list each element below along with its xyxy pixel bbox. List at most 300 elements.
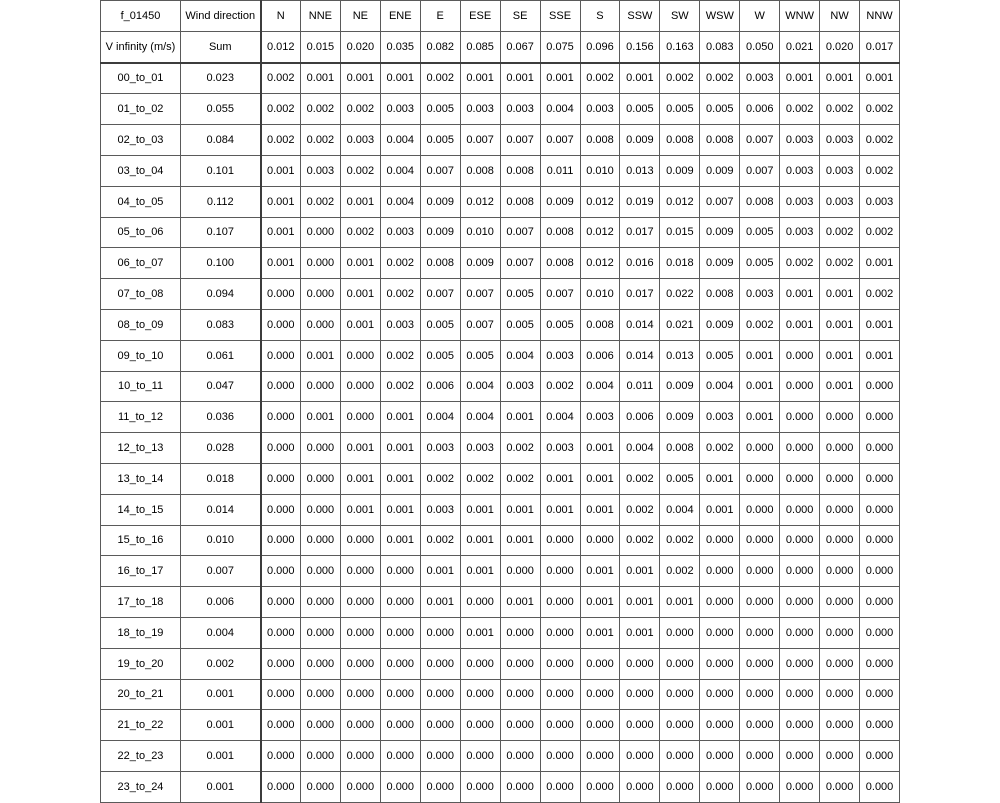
frequency-cell: 0.000 <box>300 525 340 556</box>
frequency-cell: 0.000 <box>700 617 740 648</box>
speed-bin-sum: 0.083 <box>181 309 261 340</box>
direction-header-wnw: WNW <box>780 1 820 32</box>
speed-bin-label: 04_to_05 <box>101 186 181 217</box>
frequency-cell: 0.004 <box>460 371 500 402</box>
direction-header-sw: SW <box>660 1 700 32</box>
frequency-cell: 0.000 <box>860 617 900 648</box>
direction-header-s: S <box>580 1 620 32</box>
speed-bin-label: 06_to_07 <box>101 248 181 279</box>
frequency-cell: 0.001 <box>340 433 380 464</box>
frequency-cell: 0.000 <box>261 525 301 556</box>
frequency-cell: 0.001 <box>460 617 500 648</box>
frequency-cell: 0.000 <box>740 433 780 464</box>
frequency-cell: 0.000 <box>780 679 820 710</box>
direction-header-ese: ESE <box>460 1 500 32</box>
frequency-cell: 0.002 <box>420 463 460 494</box>
table-row <box>101 433 900 464</box>
frequency-cell: 0.000 <box>420 771 460 802</box>
frequency-cell: 0.000 <box>420 679 460 710</box>
frequency-cell: 0.002 <box>420 63 460 94</box>
frequency-cell: 0.000 <box>261 433 301 464</box>
frequency-cell: 0.000 <box>540 679 580 710</box>
frequency-cell: 0.000 <box>340 587 380 618</box>
frequency-cell: 0.000 <box>860 587 900 618</box>
speed-bin-label: 23_to_24 <box>101 771 181 802</box>
frequency-cell: 0.000 <box>300 309 340 340</box>
frequency-cell: 0.001 <box>780 63 820 94</box>
frequency-cell: 0.009 <box>460 248 500 279</box>
direction-header-wsw: WSW <box>700 1 740 32</box>
frequency-cell: 0.008 <box>700 125 740 156</box>
frequency-cell: 0.001 <box>740 402 780 433</box>
frequency-cell: 0.002 <box>340 94 380 125</box>
speed-bin-label: 13_to_14 <box>101 463 181 494</box>
frequency-cell: 0.013 <box>660 340 700 371</box>
frequency-cell: 0.003 <box>580 94 620 125</box>
frequency-cell: 0.008 <box>580 309 620 340</box>
table-row <box>101 94 900 125</box>
frequency-cell: 0.001 <box>500 494 540 525</box>
frequency-cell: 0.000 <box>380 617 420 648</box>
frequency-cell: 0.009 <box>540 186 580 217</box>
frequency-cell: 0.000 <box>820 741 860 772</box>
speed-bin-sum: 0.055 <box>181 94 261 125</box>
direction-sum-cell: 0.075 <box>540 31 580 62</box>
frequency-cell: 0.008 <box>540 248 580 279</box>
direction-header-w: W <box>740 1 780 32</box>
frequency-cell: 0.004 <box>540 94 580 125</box>
frequency-cell: 0.000 <box>860 679 900 710</box>
frequency-cell: 0.009 <box>700 217 740 248</box>
frequency-cell: 0.000 <box>340 648 380 679</box>
frequency-cell: 0.000 <box>300 248 340 279</box>
frequency-cell: 0.001 <box>340 248 380 279</box>
speed-bin-sum: 0.004 <box>181 617 261 648</box>
frequency-cell: 0.005 <box>740 217 780 248</box>
frequency-cell: 0.004 <box>700 371 740 402</box>
frequency-cell: 0.001 <box>380 525 420 556</box>
frequency-cell: 0.003 <box>380 94 420 125</box>
frequency-cell: 0.000 <box>500 556 540 587</box>
frequency-cell: 0.001 <box>500 587 540 618</box>
direction-header-n: N <box>261 1 301 32</box>
frequency-cell: 0.000 <box>580 679 620 710</box>
frequency-cell: 0.000 <box>460 741 500 772</box>
frequency-cell: 0.003 <box>500 94 540 125</box>
frequency-cell: 0.003 <box>860 186 900 217</box>
frequency-cell: 0.005 <box>420 94 460 125</box>
frequency-cell: 0.001 <box>820 371 860 402</box>
frequency-cell: 0.001 <box>500 402 540 433</box>
frequency-cell: 0.000 <box>540 710 580 741</box>
frequency-cell: 0.002 <box>700 63 740 94</box>
frequency-cell: 0.000 <box>580 648 620 679</box>
frequency-cell: 0.012 <box>580 186 620 217</box>
frequency-cell: 0.000 <box>780 710 820 741</box>
frequency-cell: 0.000 <box>580 525 620 556</box>
direction-header-se: SE <box>500 1 540 32</box>
frequency-cell: 0.000 <box>300 556 340 587</box>
speed-bin-label: 19_to_20 <box>101 648 181 679</box>
frequency-cell: 0.000 <box>340 556 380 587</box>
frequency-cell: 0.014 <box>620 309 660 340</box>
frequency-cell: 0.001 <box>580 617 620 648</box>
frequency-cell: 0.007 <box>420 279 460 310</box>
frequency-cell: 0.000 <box>780 556 820 587</box>
table-row <box>101 771 900 802</box>
direction-header-nnw: NNW <box>860 1 900 32</box>
speed-bin-label: 07_to_08 <box>101 279 181 310</box>
frequency-cell: 0.000 <box>780 648 820 679</box>
frequency-cell: 0.000 <box>261 309 301 340</box>
direction-header-nne: NNE <box>300 1 340 32</box>
speed-bin-sum: 0.061 <box>181 340 261 371</box>
direction-sum-cell: 0.085 <box>460 31 500 62</box>
frequency-cell: 0.000 <box>261 556 301 587</box>
frequency-cell: 0.008 <box>500 186 540 217</box>
frequency-cell: 0.003 <box>380 217 420 248</box>
speed-bin-label: 02_to_03 <box>101 125 181 156</box>
frequency-cell: 0.000 <box>460 710 500 741</box>
direction-sum-cell: 0.012 <box>261 31 301 62</box>
frequency-cell: 0.000 <box>460 679 500 710</box>
frequency-cell: 0.008 <box>540 217 580 248</box>
frequency-cell: 0.000 <box>380 587 420 618</box>
frequency-cell: 0.000 <box>860 371 900 402</box>
frequency-cell: 0.000 <box>780 587 820 618</box>
frequency-cell: 0.005 <box>500 309 540 340</box>
frequency-cell: 0.001 <box>700 494 740 525</box>
frequency-cell: 0.004 <box>660 494 700 525</box>
frequency-cell: 0.000 <box>740 463 780 494</box>
frequency-cell: 0.001 <box>300 402 340 433</box>
frequency-cell: 0.000 <box>340 617 380 648</box>
frequency-cell: 0.010 <box>460 217 500 248</box>
speed-bin-label: 10_to_11 <box>101 371 181 402</box>
frequency-cell: 0.000 <box>300 679 340 710</box>
frequency-cell: 0.001 <box>780 309 820 340</box>
table-row <box>101 248 900 279</box>
frequency-cell: 0.006 <box>580 340 620 371</box>
frequency-cell: 0.003 <box>700 402 740 433</box>
frequency-cell: 0.007 <box>540 279 580 310</box>
speed-bin-sum: 0.001 <box>181 771 261 802</box>
frequency-cell: 0.007 <box>500 125 540 156</box>
frequency-cell: 0.000 <box>300 494 340 525</box>
speed-bin-sum: 0.036 <box>181 402 261 433</box>
direction-sum-cell: 0.015 <box>300 31 340 62</box>
frequency-cell: 0.001 <box>860 309 900 340</box>
speed-bin-label: 03_to_04 <box>101 155 181 186</box>
frequency-cell: 0.008 <box>700 279 740 310</box>
speed-bin-sum: 0.028 <box>181 433 261 464</box>
frequency-cell: 0.008 <box>420 248 460 279</box>
frequency-cell: 0.001 <box>300 63 340 94</box>
frequency-cell: 0.000 <box>700 741 740 772</box>
frequency-cell: 0.000 <box>500 679 540 710</box>
speed-bin-sum: 0.007 <box>181 556 261 587</box>
frequency-cell: 0.000 <box>780 771 820 802</box>
frequency-cell: 0.009 <box>700 309 740 340</box>
frequency-cell: 0.001 <box>580 587 620 618</box>
frequency-cell: 0.001 <box>261 217 301 248</box>
frequency-cell: 0.005 <box>660 94 700 125</box>
frequency-cell: 0.000 <box>820 402 860 433</box>
frequency-cell: 0.000 <box>660 710 700 741</box>
frequency-cell: 0.009 <box>660 155 700 186</box>
frequency-cell: 0.000 <box>420 617 460 648</box>
frequency-cell: 0.003 <box>820 186 860 217</box>
frequency-cell: 0.003 <box>820 155 860 186</box>
speed-bin-label: 22_to_23 <box>101 741 181 772</box>
frequency-cell: 0.000 <box>780 463 820 494</box>
frequency-cell: 0.002 <box>740 309 780 340</box>
direction-sum-cell: 0.035 <box>380 31 420 62</box>
frequency-cell: 0.001 <box>340 463 380 494</box>
frequency-cell: 0.001 <box>780 279 820 310</box>
frequency-cell: 0.000 <box>300 217 340 248</box>
frequency-cell: 0.003 <box>540 340 580 371</box>
frequency-cell: 0.002 <box>261 94 301 125</box>
direction-header-sse: SSE <box>540 1 580 32</box>
frequency-cell: 0.001 <box>340 309 380 340</box>
frequency-cell: 0.000 <box>540 587 580 618</box>
frequency-cell: 0.002 <box>620 463 660 494</box>
frequency-cell: 0.010 <box>580 155 620 186</box>
frequency-cell: 0.007 <box>420 155 460 186</box>
frequency-cell: 0.012 <box>580 248 620 279</box>
frequency-cell: 0.000 <box>860 494 900 525</box>
frequency-cell: 0.000 <box>580 771 620 802</box>
frequency-cell: 0.000 <box>780 525 820 556</box>
frequency-cell: 0.000 <box>300 741 340 772</box>
frequency-cell: 0.000 <box>261 617 301 648</box>
frequency-cell: 0.012 <box>460 186 500 217</box>
table-row <box>101 186 900 217</box>
frequency-cell: 0.000 <box>860 402 900 433</box>
frequency-cell: 0.001 <box>580 556 620 587</box>
frequency-cell: 0.007 <box>500 217 540 248</box>
frequency-cell: 0.000 <box>620 771 660 802</box>
frequency-cell: 0.001 <box>740 340 780 371</box>
frequency-cell: 0.000 <box>261 679 301 710</box>
speed-bin-label: 00_to_01 <box>101 63 181 94</box>
frequency-cell: 0.004 <box>380 125 420 156</box>
frequency-cell: 0.002 <box>420 525 460 556</box>
frequency-cell: 0.003 <box>420 433 460 464</box>
frequency-cell: 0.000 <box>820 587 860 618</box>
frequency-cell: 0.005 <box>620 94 660 125</box>
frequency-cell: 0.002 <box>660 525 700 556</box>
frequency-cell: 0.000 <box>820 710 860 741</box>
direction-header-ne: NE <box>340 1 380 32</box>
frequency-cell: 0.003 <box>780 186 820 217</box>
table-row <box>101 525 900 556</box>
speed-bin-sum: 0.001 <box>181 741 261 772</box>
frequency-cell: 0.002 <box>820 217 860 248</box>
frequency-cell: 0.002 <box>540 371 580 402</box>
frequency-cell: 0.002 <box>580 63 620 94</box>
frequency-cell: 0.000 <box>700 679 740 710</box>
frequency-cell: 0.001 <box>380 402 420 433</box>
speed-bin-sum: 0.047 <box>181 371 261 402</box>
direction-header-cell: Wind direction <box>181 1 261 32</box>
frequency-cell: 0.000 <box>340 710 380 741</box>
direction-header-ene: ENE <box>380 1 420 32</box>
table-row <box>101 587 900 618</box>
frequency-cell: 0.014 <box>620 340 660 371</box>
frequency-cell: 0.002 <box>460 463 500 494</box>
frequency-cell: 0.001 <box>540 63 580 94</box>
frequency-cell: 0.001 <box>261 155 301 186</box>
frequency-cell: 0.000 <box>261 494 301 525</box>
frequency-cell: 0.000 <box>820 771 860 802</box>
speed-bin-label: 01_to_02 <box>101 94 181 125</box>
frequency-cell: 0.001 <box>460 525 500 556</box>
frequency-cell: 0.000 <box>500 741 540 772</box>
frequency-cell: 0.001 <box>820 279 860 310</box>
direction-header-e: E <box>420 1 460 32</box>
speed-bin-label: 08_to_09 <box>101 309 181 340</box>
speed-bin-sum: 0.084 <box>181 125 261 156</box>
frequency-cell: 0.001 <box>820 309 860 340</box>
frequency-cell: 0.000 <box>660 679 700 710</box>
frequency-cell: 0.009 <box>420 186 460 217</box>
frequency-cell: 0.003 <box>740 63 780 94</box>
frequency-cell: 0.000 <box>500 648 540 679</box>
frequency-cell: 0.000 <box>740 494 780 525</box>
frequency-cell: 0.001 <box>540 463 580 494</box>
speed-bin-label: 15_to_16 <box>101 525 181 556</box>
frequency-cell: 0.012 <box>660 186 700 217</box>
frequency-cell: 0.000 <box>340 525 380 556</box>
frequency-cell: 0.000 <box>700 556 740 587</box>
frequency-cell: 0.001 <box>460 63 500 94</box>
speed-bin-sum: 0.112 <box>181 186 261 217</box>
frequency-cell: 0.013 <box>620 155 660 186</box>
table-row <box>101 340 900 371</box>
frequency-cell: 0.000 <box>261 710 301 741</box>
speed-bin-label: 17_to_18 <box>101 587 181 618</box>
frequency-cell: 0.004 <box>380 155 420 186</box>
frequency-cell: 0.000 <box>700 587 740 618</box>
direction-sum-cell: 0.020 <box>340 31 380 62</box>
frequency-cell: 0.008 <box>660 433 700 464</box>
frequency-cell: 0.002 <box>820 94 860 125</box>
frequency-cell: 0.001 <box>860 248 900 279</box>
frequency-cell: 0.001 <box>620 587 660 618</box>
table-row <box>101 556 900 587</box>
frequency-cell: 0.004 <box>420 402 460 433</box>
table-row <box>101 125 900 156</box>
table-row <box>101 155 900 186</box>
frequency-cell: 0.000 <box>860 433 900 464</box>
frequency-cell: 0.002 <box>380 279 420 310</box>
frequency-cell: 0.004 <box>460 402 500 433</box>
speed-bin-sum: 0.094 <box>181 279 261 310</box>
frequency-cell: 0.001 <box>340 494 380 525</box>
table-row <box>101 463 900 494</box>
direction-sum-cell: 0.096 <box>580 31 620 62</box>
speed-bin-label: 20_to_21 <box>101 679 181 710</box>
frequency-cell: 0.012 <box>580 217 620 248</box>
frequency-cell: 0.000 <box>540 617 580 648</box>
frequency-cell: 0.000 <box>420 710 460 741</box>
table-row <box>101 494 900 525</box>
frequency-cell: 0.000 <box>540 741 580 772</box>
frequency-cell: 0.000 <box>820 525 860 556</box>
frequency-cell: 0.001 <box>380 433 420 464</box>
frequency-cell: 0.001 <box>460 556 500 587</box>
frequency-cell: 0.000 <box>740 741 780 772</box>
frequency-cell: 0.017 <box>620 217 660 248</box>
frequency-cell: 0.005 <box>420 125 460 156</box>
frequency-cell: 0.004 <box>580 371 620 402</box>
frequency-cell: 0.003 <box>540 433 580 464</box>
frequency-cell: 0.000 <box>820 433 860 464</box>
frequency-cell: 0.003 <box>300 155 340 186</box>
frequency-cell: 0.001 <box>340 186 380 217</box>
frequency-cell: 0.009 <box>620 125 660 156</box>
frequency-cell: 0.000 <box>700 648 740 679</box>
frequency-cell: 0.004 <box>500 340 540 371</box>
frequency-cell: 0.000 <box>540 525 580 556</box>
speed-bin-sum: 0.018 <box>181 463 261 494</box>
frequency-cell: 0.000 <box>340 741 380 772</box>
frequency-cell: 0.005 <box>420 309 460 340</box>
speed-bin-label: 21_to_22 <box>101 710 181 741</box>
frequency-cell: 0.005 <box>540 309 580 340</box>
frequency-cell: 0.000 <box>380 556 420 587</box>
frequency-cell: 0.018 <box>660 248 700 279</box>
frequency-cell: 0.001 <box>580 463 620 494</box>
speed-bin-label: 05_to_06 <box>101 217 181 248</box>
frequency-cell: 0.001 <box>660 587 700 618</box>
direction-sum-cell: 0.082 <box>420 31 460 62</box>
frequency-cell: 0.004 <box>620 433 660 464</box>
frequency-cell: 0.000 <box>261 371 301 402</box>
frequency-cell: 0.001 <box>500 63 540 94</box>
frequency-cell: 0.001 <box>420 556 460 587</box>
frequency-cell: 0.011 <box>540 155 580 186</box>
frequency-cell: 0.000 <box>660 741 700 772</box>
frequency-cell: 0.000 <box>380 741 420 772</box>
direction-sum-cell: 0.050 <box>740 31 780 62</box>
table-row <box>101 371 900 402</box>
frequency-cell: 0.000 <box>780 617 820 648</box>
table-row <box>101 402 900 433</box>
frequency-cell: 0.001 <box>300 340 340 371</box>
frequency-cell: 0.015 <box>660 217 700 248</box>
frequency-cell: 0.001 <box>860 63 900 94</box>
frequency-cell: 0.003 <box>780 125 820 156</box>
frequency-cell: 0.016 <box>620 248 660 279</box>
frequency-cell: 0.001 <box>700 463 740 494</box>
frequency-cell: 0.001 <box>420 587 460 618</box>
table-row <box>101 617 900 648</box>
direction-sum-cell: 0.156 <box>620 31 660 62</box>
frequency-cell: 0.005 <box>700 340 740 371</box>
frequency-cell: 0.000 <box>820 463 860 494</box>
frequency-cell: 0.005 <box>460 340 500 371</box>
frequency-cell: 0.000 <box>500 710 540 741</box>
frequency-cell: 0.021 <box>660 309 700 340</box>
frequency-cell: 0.006 <box>740 94 780 125</box>
frequency-cell: 0.000 <box>780 741 820 772</box>
frequency-cell: 0.002 <box>261 63 301 94</box>
speed-bin-sum: 0.023 <box>181 63 261 94</box>
frequency-cell: 0.003 <box>780 217 820 248</box>
